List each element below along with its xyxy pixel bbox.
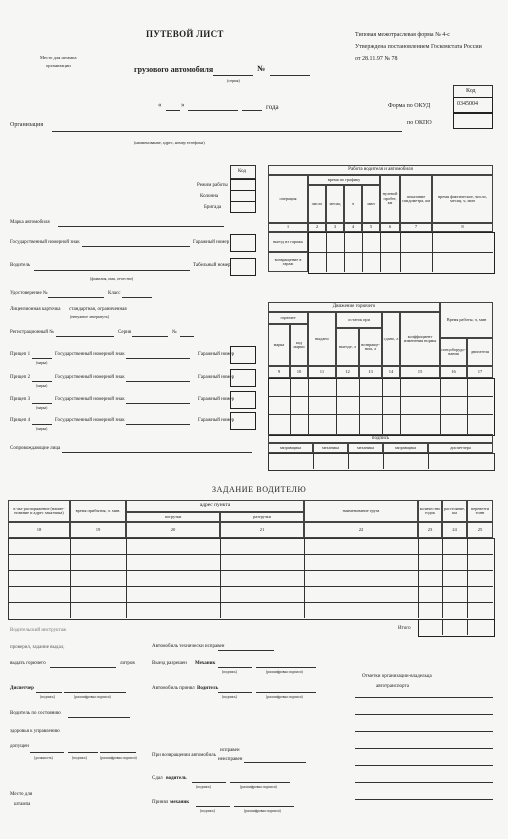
org-owner-line[interactable] <box>355 748 493 749</box>
fuel-divider <box>467 378 468 434</box>
trailer-2-plate-label: Государственный номерной знак <box>55 375 125 380</box>
task-col-cargo: наименование груза <box>304 500 418 522</box>
work-row-divider <box>308 252 493 253</box>
admitted-sign-line[interactable] <box>68 752 98 753</box>
sig-divider <box>313 453 314 469</box>
work-col-speedo: показание спидометра, км <box>400 175 432 223</box>
work-num-4: 4 <box>344 223 362 232</box>
health-line[interactable] <box>68 717 130 718</box>
dispatcher-decode-line[interactable] <box>64 692 126 693</box>
task-divider <box>442 538 443 618</box>
card-type: стандартная, ограниченная <box>69 307 127 312</box>
fuel-divider <box>382 378 383 434</box>
task-col-distance: расстояние, км <box>442 500 467 522</box>
fuel-col-issued: выдано <box>308 312 336 366</box>
license-line[interactable] <box>48 297 104 298</box>
driver-caption: (фамилия, имя, отчество) <box>90 276 134 281</box>
accepted-sign-caption: (подпись) <box>222 695 237 699</box>
sig-divider <box>383 453 384 469</box>
trailer-2-garage-box[interactable] <box>230 369 256 387</box>
work-num-1: 1 <box>268 223 308 232</box>
task-num-19: 19 <box>70 522 126 538</box>
trailer-4-plate-line[interactable] <box>126 424 190 425</box>
okpo-label: по ОКПО <box>407 120 432 126</box>
task-num-23: 23 <box>418 522 442 538</box>
brigade-label: Бригада <box>204 205 222 210</box>
task-col-address: адрес пункта <box>126 500 304 512</box>
okpo-box[interactable] <box>453 113 493 129</box>
check-label: проверил, задание выдал, <box>10 645 65 650</box>
driver-label: Водитель <box>10 263 31 268</box>
org-owner-line[interactable] <box>355 731 493 732</box>
trailer-4-garage-box[interactable] <box>230 412 256 430</box>
org-owner-label-1: Отметки организации-владельца <box>362 674 432 679</box>
task-divider <box>467 538 468 618</box>
task-num-21: 21 <box>220 522 304 538</box>
reg-number-sign: № <box>172 330 177 335</box>
garage-no-box[interactable] <box>230 234 256 252</box>
okud-value: 0345004 <box>457 101 478 107</box>
fuel-num-13: 13 <box>359 366 382 378</box>
fuel-col-code: код марки <box>290 324 308 366</box>
car-ok-line[interactable] <box>218 650 274 651</box>
admitted-decode-caption: (расшифровка подписи) <box>100 756 137 760</box>
work-col-min: мин <box>362 185 380 223</box>
task-col-orderer: в чье распоряжение (наиме- нование и адрес заказчика) <box>8 500 70 522</box>
year-label: года <box>266 103 279 111</box>
car-brand-line[interactable] <box>58 226 224 227</box>
fuel-num-10: 10 <box>290 366 308 378</box>
health-label-1: Водитель по состоянию <box>10 711 61 716</box>
okud-label: Форма по ОКУД <box>388 103 431 109</box>
work-num-8: 8 <box>432 223 493 232</box>
signatures-title: подпись <box>268 434 493 443</box>
received-decode-line[interactable] <box>234 806 294 807</box>
fuel-col-return: возвраще- нии, л <box>359 328 382 366</box>
received-sign-caption: (подпись) <box>200 809 215 813</box>
trailer-2-caption: (марка) <box>36 384 48 388</box>
accepted-driver-label: Водитель <box>197 686 219 691</box>
trailer-2-plate-line[interactable] <box>126 381 190 382</box>
org-owner-label-2: автотранспорта <box>376 684 409 689</box>
fuel-row-divider <box>268 414 493 415</box>
dispatcher-sign-caption: (подпись) <box>40 695 55 699</box>
reg-no-label: Регистрационный № <box>10 330 55 335</box>
handed-label: Сдал <box>152 776 163 781</box>
car-brand-label: Марка автомобиля <box>10 220 50 225</box>
on-return-label: При возвращении автомобиль <box>152 753 216 758</box>
admitted-post-caption: (должность) <box>34 756 53 760</box>
trailer-3-plate-line[interactable] <box>126 403 190 404</box>
org-line[interactable] <box>52 131 402 132</box>
org-owner-line[interactable] <box>355 782 493 783</box>
issue-fuel-line[interactable] <box>50 667 116 668</box>
total-divider <box>467 619 468 635</box>
garage-no-label: Гаражный номер <box>193 240 230 245</box>
fuel-num-9: 9 <box>268 366 290 378</box>
trailer-1-plate-line[interactable] <box>126 358 190 359</box>
task-divider <box>304 538 305 618</box>
task-title: ЗАДАНИЕ ВОДИТЕЛЮ <box>212 485 307 494</box>
trailer-4-brand-line[interactable] <box>32 424 52 425</box>
handed-sign-caption: (подпись) <box>196 785 211 789</box>
trailer-3-caption: (марка) <box>36 406 48 410</box>
license-card-label: Лицензионная карточка <box>10 307 61 312</box>
sig-col-5: диспетчера <box>428 443 493 453</box>
trailer-3-brand-line[interactable] <box>32 403 52 404</box>
approved-by: Утверждена постановлением Госкомстата России <box>355 44 482 50</box>
task-row-divider <box>8 570 493 571</box>
fuel-num-11: 11 <box>308 366 336 378</box>
exit-sign-caption: (подпись) <box>222 670 237 674</box>
form-subtitle: грузового автомобиля <box>134 65 214 74</box>
fuel-col-worktime: Время работы, ч, мин <box>440 302 493 338</box>
reg-plate-label: Государственный номерной знак <box>10 240 80 245</box>
received-label: Принял <box>152 800 169 805</box>
not-ok-label: неисправен <box>218 757 243 762</box>
task-divider <box>220 538 221 618</box>
series-caption: (серия) <box>227 78 240 83</box>
return-line[interactable] <box>244 762 306 763</box>
handed-decode-caption: (расшифровка подписи) <box>240 785 277 789</box>
mode-label: Режим работы <box>197 183 228 188</box>
org-owner-line[interactable] <box>355 697 493 698</box>
license-label: Удостоверение № <box>10 291 48 296</box>
trailer-3-garage-box[interactable] <box>230 391 256 409</box>
card-caption: (ненужное зачеркнуть) <box>70 314 110 319</box>
reg-plate-line[interactable] <box>82 246 190 247</box>
exit-decode-caption: (расшифровка подписи) <box>266 670 303 674</box>
fuel-col-fuel: горючее <box>268 312 308 324</box>
trailer-3-label: Прицеп 3 <box>10 397 31 402</box>
fuel-col-engine: двигателя <box>467 338 493 366</box>
fuel-num-17: 17 <box>467 366 493 378</box>
dispatcher-decode-caption: (расшифровка подписи) <box>74 695 111 699</box>
fuel-col-coef: коэффициент изменения нормы <box>400 312 440 366</box>
fuel-divider <box>336 378 337 434</box>
date-month-line[interactable] <box>188 110 238 111</box>
accepted-decode-line[interactable] <box>256 692 316 693</box>
work-num-2: 2 <box>308 223 326 232</box>
sig-divider <box>348 453 349 469</box>
trailer-3-garage-label: Гаражный номер <box>198 397 235 402</box>
car-ok-label: Автомобиль технически исправен <box>152 644 225 649</box>
handed-sign-line[interactable] <box>192 782 226 783</box>
number-line[interactable] <box>270 75 310 76</box>
exit-sign-line[interactable] <box>218 667 252 668</box>
driver-line[interactable] <box>34 270 190 271</box>
task-col-trips: количество ездок <box>418 500 442 522</box>
trailer-1-brand-line[interactable] <box>32 358 52 359</box>
task-num-24: 24 <box>442 522 467 538</box>
task-divider <box>418 538 419 618</box>
task-num-25: 25 <box>467 522 493 538</box>
dispatcher-label: Диспетчер <box>10 686 34 691</box>
fuel-num-15: 15 <box>400 366 440 378</box>
tab-no-label: Табельный номер <box>193 263 231 268</box>
sig-col-2: механика <box>313 443 348 453</box>
trailer-1-plate-label: Государственный номерной знак <box>55 352 125 357</box>
left-code-label: Код <box>238 169 246 174</box>
trailer-1-label: Прицеп 1 <box>10 352 31 357</box>
work-num-3: 3 <box>326 223 344 232</box>
trailer-1-garage-box[interactable] <box>230 346 256 364</box>
fuel-divider <box>440 378 441 434</box>
trailer-2-label: Прицеп 2 <box>10 375 31 380</box>
work-col-actual: время фактическое, число, месяц, ч, мин <box>432 175 493 223</box>
date-year-line[interactable] <box>242 110 262 111</box>
work-num-5: 5 <box>362 223 380 232</box>
exit-mechanic-label: Механик <box>195 661 216 666</box>
trailer-2-brand-line[interactable] <box>32 381 52 382</box>
fuel-table-title: Движение горючего <box>268 302 440 312</box>
okud-box[interactable] <box>453 97 493 113</box>
fuel-col-special: спецоборудо- вания <box>440 338 467 366</box>
work-num-7: 7 <box>400 223 432 232</box>
task-row-divider <box>8 586 493 587</box>
column-label: Колонна <box>200 194 219 199</box>
reg-no-line[interactable] <box>56 336 114 337</box>
work-data-area[interactable] <box>308 232 495 274</box>
form-type: Типовая межотраслевая форма № 4-с <box>355 32 450 38</box>
work-row-return: возвращение в гараж <box>268 252 308 272</box>
date-day-line[interactable] <box>166 110 180 111</box>
handed-driver-label: водитель <box>166 776 187 781</box>
total-box[interactable] <box>418 619 495 637</box>
task-col-carry: перевезти тонн <box>467 500 493 522</box>
tab-no-box[interactable] <box>230 258 256 276</box>
escort-label: Сопровождающие лица <box>10 446 61 451</box>
trailer-1-caption: (марка) <box>36 361 48 365</box>
trailer-4-caption: (марка) <box>36 427 48 431</box>
fuel-divider <box>359 378 360 434</box>
fuel-col-departure: выезде, л <box>336 328 359 366</box>
task-num-18: 18 <box>8 522 70 538</box>
work-table-title: Работа водителя и автомобиля <box>268 165 493 175</box>
trailer-1-garage-label: Гаражный номер <box>198 352 235 357</box>
received-sign-line[interactable] <box>196 806 230 807</box>
sig-col-4: заправщика <box>383 443 428 453</box>
exit-allowed-label: Выезд разрешен <box>152 661 187 666</box>
task-num-20: 20 <box>126 522 220 538</box>
form-title: ПУТЕВОЙ ЛИСТ <box>146 29 224 39</box>
trailer-2-garage-label: Гаражный номер <box>198 375 235 380</box>
fuel-num-12: 12 <box>336 366 359 378</box>
received-mechanic-label: механик <box>170 800 190 805</box>
fuel-num-16: 16 <box>440 366 467 378</box>
org-caption: (наименование, адрес, номер телефона) <box>134 140 205 145</box>
code-header: Код <box>466 88 476 94</box>
trailer-4-label: Прицеп 4 <box>10 418 31 423</box>
admitted-sign-caption: (подпись) <box>72 756 87 760</box>
fuel-col-handed: сдано, л <box>382 312 400 366</box>
org-owner-line[interactable] <box>355 765 493 766</box>
trailer-3-plate-label: Государственный номерной знак <box>55 397 125 402</box>
series-line[interactable] <box>213 75 253 76</box>
escort-line[interactable] <box>62 452 252 453</box>
task-divider <box>70 538 71 618</box>
series-label: Серия <box>118 330 132 335</box>
work-num-6: 6 <box>380 223 400 232</box>
sig-col-1: заправщика <box>268 443 313 453</box>
admitted-post-line[interactable] <box>30 752 64 753</box>
fuel-divider <box>290 378 291 434</box>
reg-number-line[interactable] <box>180 336 194 337</box>
task-row-divider <box>8 602 493 603</box>
task-col-loading: погрузки <box>126 512 220 522</box>
task-data-area[interactable] <box>8 538 495 620</box>
task-row-divider <box>8 554 493 555</box>
work-col-operation: операция <box>268 175 308 223</box>
admitted-decode-line[interactable] <box>100 752 136 753</box>
org-owner-line[interactable] <box>355 714 493 715</box>
date-quote-open: « <box>158 101 162 109</box>
stamp-label-2: штампа <box>14 802 31 807</box>
sig-col-3: механика <box>348 443 383 453</box>
fuel-row-divider <box>268 396 493 397</box>
liters-label: литров <box>120 661 135 666</box>
fuel-divider <box>400 378 401 434</box>
car-accepted-label: Автомобиль принял <box>152 686 195 691</box>
class-line[interactable] <box>122 297 152 298</box>
approved-date: от 28.11.97 № 78 <box>355 56 398 62</box>
issue-fuel-label: выдать горючего <box>10 661 46 666</box>
work-col-month: месяц <box>326 185 344 223</box>
total-label: Итого <box>398 626 411 631</box>
work-col-day: число <box>308 185 326 223</box>
fuel-col-brand: марка <box>268 324 290 366</box>
stamp-label-1: Место для <box>10 792 33 797</box>
fuel-num-14: 14 <box>382 366 400 378</box>
class-label: Класс <box>108 291 121 296</box>
instruct-label: Водительский инструктаж <box>10 628 67 633</box>
work-row-departure: выезд из гаража <box>268 232 308 252</box>
org-label: Организация <box>10 122 44 128</box>
task-col-unloading: разгрузки <box>220 512 304 522</box>
admitted-label: допущен <box>10 744 29 749</box>
work-col-odometer: нулевой пробег, км <box>380 175 400 223</box>
left-code-header <box>230 165 256 179</box>
exit-decode-line[interactable] <box>256 667 316 668</box>
fuel-col-remain: остаток при <box>336 312 382 328</box>
accepted-decode-caption: (расшифровка подписи) <box>266 695 303 699</box>
signatures-area[interactable] <box>268 453 495 471</box>
org-owner-line[interactable] <box>355 799 493 800</box>
trailer-4-plate-label: Государственный номерной знак <box>55 418 125 423</box>
org-stamp-label-1: Место для штампа <box>40 55 77 60</box>
task-col-arrival: время прибытия, ч. мин. <box>70 500 126 522</box>
series-line-left[interactable] <box>132 336 168 337</box>
task-num-22: 22 <box>304 522 418 538</box>
accepted-sign-line[interactable] <box>218 692 252 693</box>
org-stamp-label-2: организации <box>46 63 71 68</box>
brigade-code-box[interactable] <box>230 201 256 213</box>
task-divider <box>126 538 127 618</box>
trailer-4-garage-label: Гаражный номер <box>198 418 235 423</box>
date-quote-close: » <box>181 101 185 109</box>
handed-decode-line[interactable] <box>230 782 290 783</box>
health-label-2: здоровья к управлению <box>10 729 60 734</box>
number-sign: № <box>257 64 266 73</box>
total-divider <box>442 619 443 635</box>
work-col-schedule: время по графику <box>308 175 380 185</box>
ok-label: исправен <box>220 748 240 753</box>
sig-divider <box>428 453 429 469</box>
received-decode-caption: (расшифровка подписи) <box>244 809 281 813</box>
dispatcher-sign-line[interactable] <box>36 692 62 693</box>
fuel-divider <box>308 378 309 434</box>
work-col-hour: ч <box>344 185 362 223</box>
